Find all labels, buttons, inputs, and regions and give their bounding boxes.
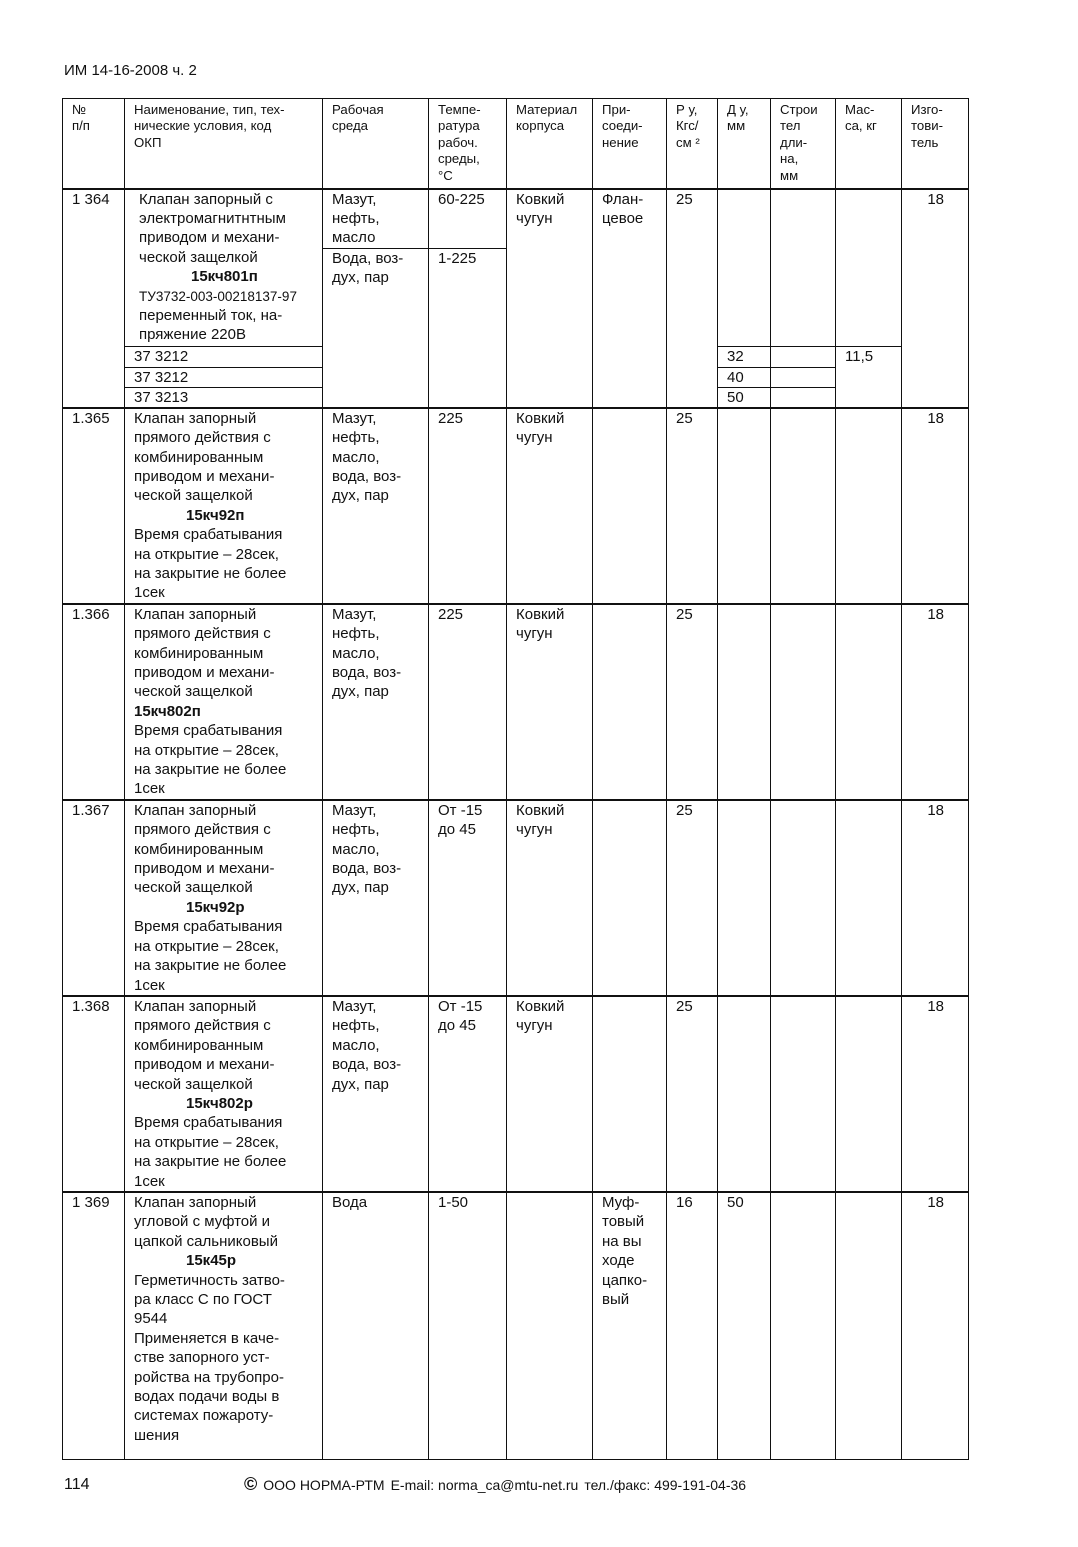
material-cell: Ковкий чугун: [507, 189, 593, 408]
okp-code: 37 3212: [134, 347, 189, 365]
diameter-cell: 50: [718, 1192, 771, 1460]
row-number: 1.367: [63, 800, 125, 996]
medium-cell: Вода, воз- дух, пар: [323, 248, 429, 408]
temperature-cell: 60-225: [429, 189, 507, 249]
header-pressure: Р у, Кгс/ см ²: [667, 99, 718, 189]
row-number: 1.365: [63, 408, 125, 604]
maker-cell: 18: [902, 189, 969, 408]
temperature-cell: От -15 до 45: [429, 800, 507, 996]
header-medium: Рабочая среда: [323, 99, 429, 189]
pressure-cell: 25: [667, 408, 718, 604]
medium-cell: Вода: [323, 1192, 429, 1460]
valve-model: 15кч92р: [186, 898, 245, 916]
table-row: [63, 189, 969, 249]
temperature-cell: 1-225: [429, 248, 507, 408]
mass-cell: [836, 800, 902, 996]
material-cell: Ковкий чугун: [507, 604, 593, 800]
pressure-cell: 25: [667, 604, 718, 800]
header-name: Наименование, тип, тех- нические условия, код ОКП: [125, 99, 323, 189]
connection-cell: Флан- цевое: [593, 189, 667, 408]
diameter-value: 50: [718, 387, 770, 407]
okp-codes: [125, 346, 323, 408]
maker-cell: 18: [902, 800, 969, 996]
row-number: 1.366: [63, 604, 125, 800]
table-row: [63, 996, 969, 1192]
mass-cell: [836, 604, 902, 800]
diameter-cell: [718, 189, 771, 347]
connection-cell: Муф- товый на вы ходе цапко- вый: [593, 1192, 667, 1460]
valve-name: Клапан запорный прямого действия с комбинированным приводом и механи- ческой защелкой 15кч92п Время срабатывания на открытие – 28сек, на закрытие не более 1сек: [125, 408, 323, 604]
diameter-value: 32: [727, 347, 744, 365]
valve-model: 15кч802п: [134, 702, 201, 720]
material-cell: Ковкий чугун: [507, 408, 593, 604]
valve-name: Клапан запорный угловой с муфтой и цапкой сальниковый 15к45р Герметичность затво- ра класс С по ГОСТ 9544 Применяется в каче- стве запорного уст- ройства на трубопро- водах подачи воды в системах пожароту- шения: [125, 1192, 323, 1460]
valve-name: Клапан запорный прямого действия с комбинированным приводом и механи- ческой защелкой 15кч802п Время срабатывания на открытие – 28сек, на закрытие не более 1сек: [125, 604, 323, 800]
okp-code: 37 3212: [125, 367, 322, 387]
mass-cell: [836, 1192, 902, 1460]
medium-cell: Мазут, нефть, масло, вода, воз- дух, пар: [323, 800, 429, 996]
diameter-cell: [718, 996, 771, 1192]
header-connection: При- соеди- нение: [593, 99, 667, 189]
temperature-cell: От -15 до 45: [429, 996, 507, 1192]
mass-cell: 11,5: [836, 346, 902, 408]
valve-model: 15кч802р: [186, 1094, 253, 1112]
medium-cell: Мазут, нефть, масло: [323, 189, 429, 249]
row-number: 1 369: [63, 1192, 125, 1460]
header-row: [63, 99, 969, 189]
diameter-cell: [718, 408, 771, 604]
temperature-cell: 1-50: [429, 1192, 507, 1460]
material-cell: [507, 1192, 593, 1460]
table-row: [63, 1192, 969, 1460]
valve-name: Клапан запорный прямого действия с комбинированным приводом и механи- ческой защелкой 15кч92р Время срабатывания на открытие – 28сек, на закрытие не более 1сек: [125, 800, 323, 996]
row-number: 1.368: [63, 996, 125, 1192]
pressure-cell: 25: [667, 189, 718, 408]
pressure-cell: 25: [667, 996, 718, 1192]
temperature-cell: 225: [429, 408, 507, 604]
material-cell: Ковкий чугун: [507, 800, 593, 996]
header-num: № п/п: [63, 99, 125, 189]
maker-cell: 18: [902, 996, 969, 1192]
maker-cell: 18: [902, 1192, 969, 1460]
connection-cell: [593, 800, 667, 996]
footer-email[interactable]: E-mail: norma_ca@mtu-net.ru: [390, 1477, 579, 1493]
footer-phone: тел./факс: 499-191-04-36: [584, 1477, 747, 1493]
row-number: 1 364: [63, 189, 125, 408]
mass-cell: [836, 996, 902, 1192]
header-material: Материал корпуса: [507, 99, 593, 189]
valve-spec-table: [62, 98, 969, 1460]
length-cell: [771, 408, 836, 604]
maker-cell: 18: [902, 604, 969, 800]
diameter-value: 40: [718, 367, 770, 387]
valve-model: 15кч92п: [186, 506, 245, 524]
valve-model: 15кч801п: [191, 268, 258, 286]
header-maker: Изго- тови- тель: [902, 99, 969, 189]
connection-cell: [593, 996, 667, 1192]
material-cell: Ковкий чугун: [507, 996, 593, 1192]
medium-cell: Мазут, нефть, масло, вода, воз- дух, пар: [323, 408, 429, 604]
header-length: Строи тел дли- на, мм: [771, 99, 836, 189]
header-temperature: Темпе- ратура рабоч. среды, °С: [429, 99, 507, 189]
footer-company: ООО НОРМА-РТМ: [263, 1477, 385, 1493]
connection-cell: [593, 408, 667, 604]
mass-cell: [836, 408, 902, 604]
diameter-list: [718, 346, 771, 408]
header-diameter: Д у, мм: [718, 99, 771, 189]
table-row: [63, 408, 969, 604]
valve-name: Клапан запорный с электромагнитнтным приводом и механи- ческой защелкой 15кч801п ТУ3732-003-00218137-97 переменный ток, на- пряжение 220В: [125, 189, 323, 347]
length-cell: [771, 996, 836, 1192]
document-code: ИМ 14-16-2008 ч. 2: [64, 62, 197, 79]
copyright-icon: ©: [244, 1474, 258, 1494]
okp-code: 37 3213: [125, 387, 322, 407]
length-cell: [771, 800, 836, 996]
temperature-cell: 225: [429, 604, 507, 800]
length-list: [771, 346, 836, 408]
pressure-cell: 25: [667, 800, 718, 996]
diameter-cell: [718, 800, 771, 996]
valve-model: 15к45р: [186, 1252, 237, 1270]
table-row: [63, 800, 969, 996]
header-mass: Мас- са, кг: [836, 99, 902, 189]
maker-cell: 18: [902, 408, 969, 604]
footer: [244, 1474, 746, 1495]
diameter-cell: [718, 604, 771, 800]
page-number: 114: [64, 1476, 90, 1493]
mass-cell: [836, 189, 902, 347]
table-row: [63, 604, 969, 800]
length-cell: [771, 1192, 836, 1460]
length-cell: [771, 189, 836, 347]
tech-spec: ТУ3732-003-00218137-97: [139, 288, 297, 304]
pressure-cell: 16: [667, 1192, 718, 1460]
medium-cell: Мазут, нефть, масло, вода, воз- дух, пар: [323, 604, 429, 800]
medium-cell: Мазут, нефть, масло, вода, воз- дух, пар: [323, 996, 429, 1192]
connection-cell: [593, 604, 667, 800]
valve-name: Клапан запорный прямого действия с комбинированным приводом и механи- ческой защелкой 15кч802р Время срабатывания на открытие – 28сек, на закрытие не более 1сек: [125, 996, 323, 1192]
length-cell: [771, 604, 836, 800]
